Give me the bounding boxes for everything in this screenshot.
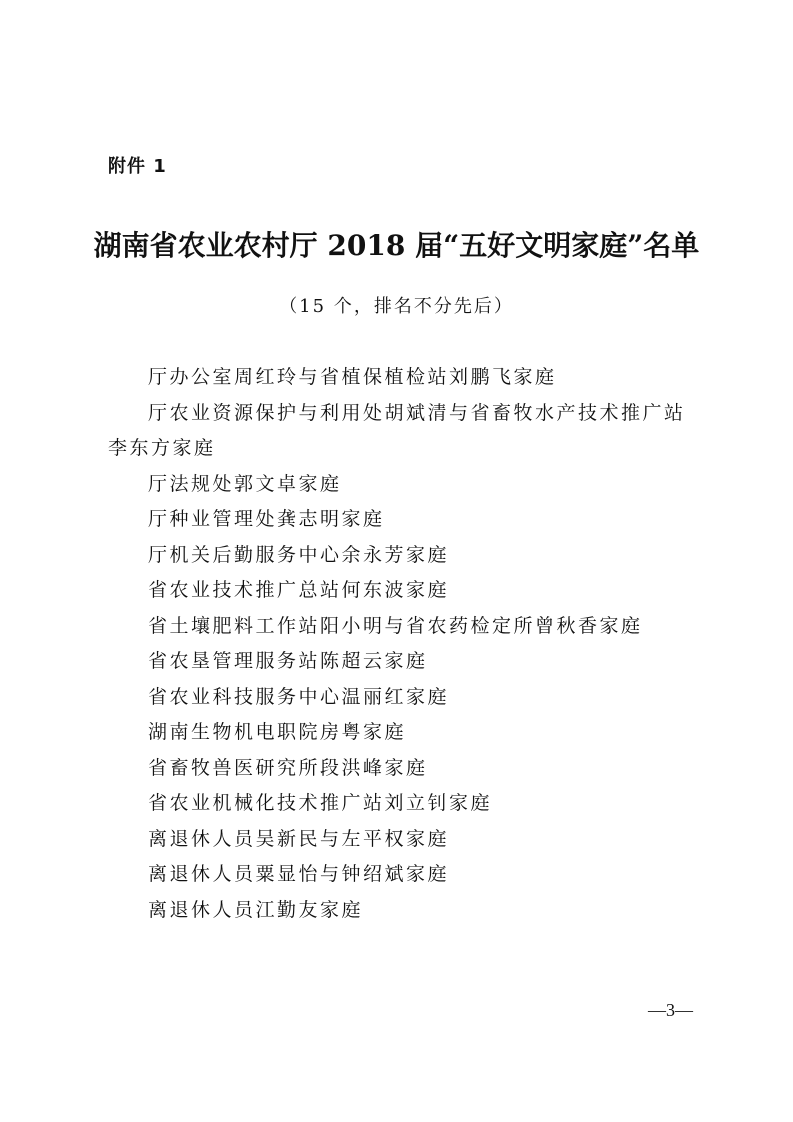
family-list	[108, 360, 698, 928]
list-item: 省农业技术推广总站何东波家庭	[148, 579, 450, 601]
list-item: 省农垦管理服务站陈超云家庭	[148, 650, 428, 672]
list-item: 厅农业资源保护与利用处胡斌清与省畜牧水产技术推广站李东方家庭	[108, 401, 686, 459]
list-item: 省农业科技服务中心温丽红家庭	[148, 685, 450, 708]
list-item: 湖南生物机电职院房粤家庭	[148, 721, 407, 743]
list-item: 厅种业管理处龚志明家庭	[148, 508, 385, 530]
list-item: 厅机关后勤服务中心余永芳家庭	[148, 543, 450, 566]
list-item: 离退休人员吴新民与左平权家庭	[148, 827, 450, 850]
document-subtitle: （15 个，排名不分先后）	[279, 296, 514, 317]
list-item: 厅办公室周红玲与省植保植检站刘鹏飞家庭	[148, 366, 557, 388]
document-title: 湖南省农业农村厅 2018 届“五好文明家庭”名单	[93, 229, 700, 262]
list-item: 省农业机械化技术推广站刘立钊家庭	[148, 792, 493, 814]
list-item: 离退休人员粟显怡与钟绍斌家庭	[148, 863, 450, 885]
list-item: 省畜牧兽医研究所段洪峰家庭	[148, 756, 428, 779]
list-item: 省土壤肥料工作站阳小明与省农药检定所曾秋香家庭	[148, 614, 643, 637]
page-number: —3—	[648, 1000, 693, 1020]
list-item: 离退休人员江勤友家庭	[148, 898, 364, 921]
list-item: 厅法规处郭文卓家庭	[148, 472, 342, 495]
attachment-label: 附件 1	[108, 156, 167, 177]
